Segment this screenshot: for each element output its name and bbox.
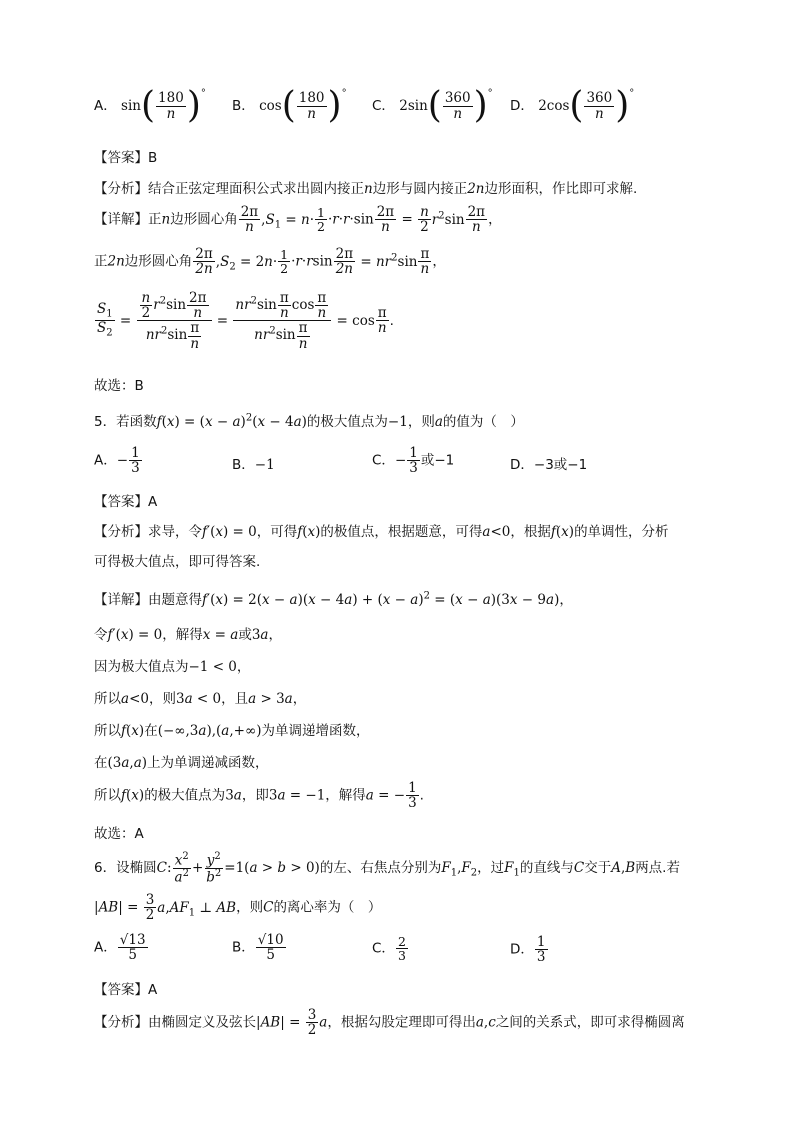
option-label: A．	[94, 98, 117, 114]
q5-option-b: B．−1	[232, 457, 275, 473]
option-label: D．	[510, 98, 534, 114]
q4-detail-line2: 正2n边形圆心角 $\frac{2\pi}{2n}$ $,S_2 = 2n\cdot$ $\frac{1}{2}$ ·r·rsin $\frac{2\pi}{2n}$ = $nr^2\sin$ $\frac{\pi}{n}$ ，	[94, 246, 446, 278]
q6-option-a: A． $\frac{√13}{5}$	[94, 932, 146, 964]
q5-detail-line2: 令f′(x) = 0，解得x = a或3a，	[94, 627, 282, 643]
q5-answer: 【答案】A	[94, 494, 158, 510]
q5-conclusion: 故选：A	[94, 826, 144, 842]
q4-detail-line1: 【详解】正n边形圆心角 $\frac{2\pi}{n}$ $,S_1 = n\cdot$ $\frac{1}{2}$ ·r·r·sin $\frac{2\pi}{n}$ = $\frac{n}{2}$ $r^2\sin$ $\frac{2\pi}{n}$ ，	[94, 204, 502, 236]
function-name: cos	[259, 98, 282, 114]
q4-option-c: C． 2sin ( $\frac{360}{n}$ ) °	[372, 85, 493, 126]
q4-option-d: D． 2cos ( $\frac{360}{n}$ ) °	[510, 85, 635, 126]
q5-detail-line3: 因为极大值点为−1 < 0，	[94, 659, 251, 675]
q5-option-c: C．− $\frac{1}{3}$ 或−1	[372, 445, 455, 477]
q5-option-a: A．− $\frac{1}{3}$	[94, 445, 140, 477]
q4-option-b: B． cos ( $\frac{180}{n}$ ) °	[232, 85, 347, 126]
q4-option-a: A． sin ( $\frac{180}{n}$ ) °	[94, 85, 206, 126]
q4-detail-ratio: $\frac{S_1}{S_2}$ = $\frac{n}{2}$ $r^2\sin$ $\frac{2\pi}{n}$ $nr^2\sin$ $\frac{\pi}{n}$ = $nr^2\sin$ $\frac{\pi}{n}$ cos $\frac{\pi}{n}$ $nr^2\sin$ $\frac{\pi}{n}$ = cos $\frac{\pi}{n}$ .	[97, 290, 394, 352]
function-name: 2sin	[399, 98, 428, 114]
q5-detail-line7: 所以f(x)的极大值点为3a，即3a = −1，解得a = − $\frac{1}{3}$ .	[94, 780, 424, 812]
q4-conclusion: 故选：B	[94, 378, 144, 394]
q6-option-b: B． $\frac{√10}{5}$	[232, 932, 284, 964]
q6-answer: 【答案】A	[94, 982, 158, 998]
q5-analysis-line1: 【分析】求导，令f′(x) = 0，可得f(x)的极值点，根据题意，可得a<0，根据f(x)的单调性，分析	[94, 524, 669, 540]
q6-analysis: 【分析】由椭圆定义及弦长|AB| = $\frac{3}{2}$ a，根据勾股定理即可得出a,c之间的关系式，即可求得椭圆离	[94, 1007, 685, 1039]
q6-option-c: C． $\frac{2}{3}$	[372, 934, 406, 964]
option-label: B．	[232, 98, 255, 114]
function-name: sin	[121, 98, 141, 114]
q5-detail-line1: 【详解】由题意得$f'(x) = 2(x - a)(x - 4a) + (x - a)^2 = (x - a)(3x - 9a)$，	[94, 590, 573, 608]
q5-detail-line4: 所以a<0，则3a < 0，且a > 3a，	[94, 691, 307, 707]
q5-option-d: D．−3或−1	[510, 457, 588, 473]
q5-detail-line5: 所以f(x)在(−∞,3a),(a,+∞)为单调递增函数，	[94, 723, 370, 739]
q6-stem-line2: |AB| = $\frac{3}{2}$ $a,AF_1$ ⊥ AB，则C的离心率为（ ）	[94, 892, 382, 924]
q5-stem: 5．若函数$f(x) = (x - a)^2(x - 4a)$的极大值点为−1，则a的值为（ ）	[94, 412, 524, 430]
q6-option-d: D． $\frac{1}{3}$	[510, 934, 546, 966]
q5-analysis-line2: 可得极大值点，即可得答案.	[94, 554, 261, 570]
option-label: C．	[372, 98, 395, 114]
q5-detail-line6: 在(3a,a)上为单调递减函数，	[94, 755, 269, 771]
q6-stem-line1: 6．设椭圆C: $\frac{x^2}{a^2}$ + $\frac{y^2}{b^2}$ =1(a > b > 0)的左、右焦点分别为$F_1,F_2$，过$F_1$的直线与C交于A,B两点.若	[94, 851, 680, 886]
function-name: 2cos	[538, 98, 570, 114]
q4-answer: 【答案】B	[94, 150, 158, 166]
q4-analysis: 【分析】结合正弦定理面积公式求出圆内接正n边形与圆内接正2n边形面积，作比即可求解.	[94, 181, 638, 197]
